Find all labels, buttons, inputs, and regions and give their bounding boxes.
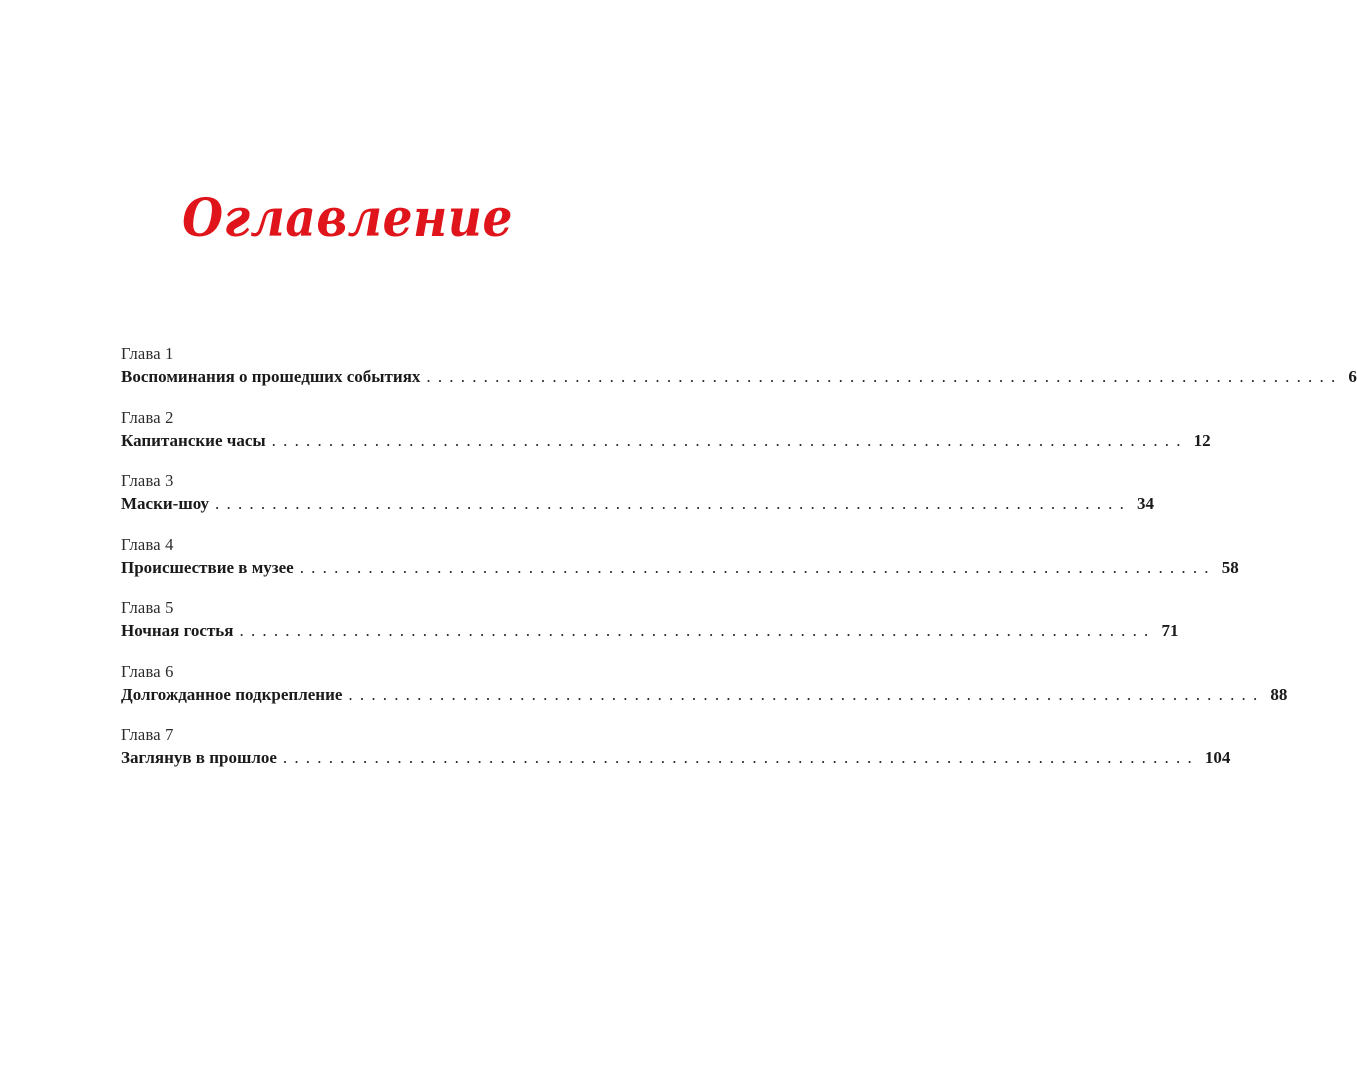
chapter-title: Происшествие в музее [121, 557, 294, 577]
toc-row [121, 493, 1155, 515]
chapter-label: Глава 7 [121, 725, 174, 744]
toc-row [121, 684, 1288, 706]
toc-entry[interactable] [121, 471, 1155, 535]
chapter-title: Маски-шоу [121, 494, 210, 513]
page-number: 58 [1221, 557, 1239, 577]
chapter-title: Заглянув в прошлое [121, 748, 277, 767]
page-number: 6 [1348, 367, 1357, 386]
toc-row [121, 430, 1211, 452]
toc-entry[interactable] [121, 661, 1288, 726]
table-of-contents [121, 344, 1357, 789]
page-number: 104 [1204, 748, 1231, 767]
page-number: 71 [1161, 621, 1179, 640]
toc-entry[interactable] [121, 534, 1239, 599]
chapter-label: Глава 5 [121, 598, 174, 617]
dot-leader: ................................................................................ [282, 748, 1199, 767]
chapter-title: Капитанские часы [121, 430, 266, 450]
dot-leader: ................................................................................ [215, 494, 1132, 513]
chapter-label: Глава 6 [121, 661, 174, 681]
toc-entry[interactable] [121, 344, 1357, 408]
dot-leader: ................................................................................ [239, 621, 1156, 640]
toc-row [121, 747, 1231, 769]
dot-leader: ................................................................................ [271, 430, 1188, 450]
dot-leader: ................................................................................ [348, 684, 1265, 704]
chapter-title: Ночная гостья [121, 621, 234, 640]
toc-row [121, 366, 1357, 388]
dot-leader: ................................................................................ [426, 367, 1343, 386]
chapter-label: Глава 4 [121, 534, 174, 554]
toc-row [121, 620, 1179, 642]
toc-entry[interactable] [121, 407, 1211, 472]
page-number: 88 [1270, 684, 1288, 704]
page-number: 12 [1193, 430, 1211, 450]
toc-entry[interactable] [121, 725, 1231, 789]
toc-row [121, 557, 1239, 579]
chapter-label: Глава 3 [121, 471, 174, 490]
chapter-label: Глава 1 [121, 344, 174, 363]
toc-entry[interactable] [121, 598, 1179, 662]
page-title: Оглавление [182, 188, 513, 250]
chapter-title: Долгожданное подкрепление [121, 684, 343, 704]
chapter-label: Глава 2 [121, 407, 174, 427]
chapter-title: Воспоминания о прошедших событиях [121, 367, 421, 386]
page-number: 34 [1137, 494, 1155, 513]
dot-leader: ................................................................................ [299, 557, 1216, 577]
